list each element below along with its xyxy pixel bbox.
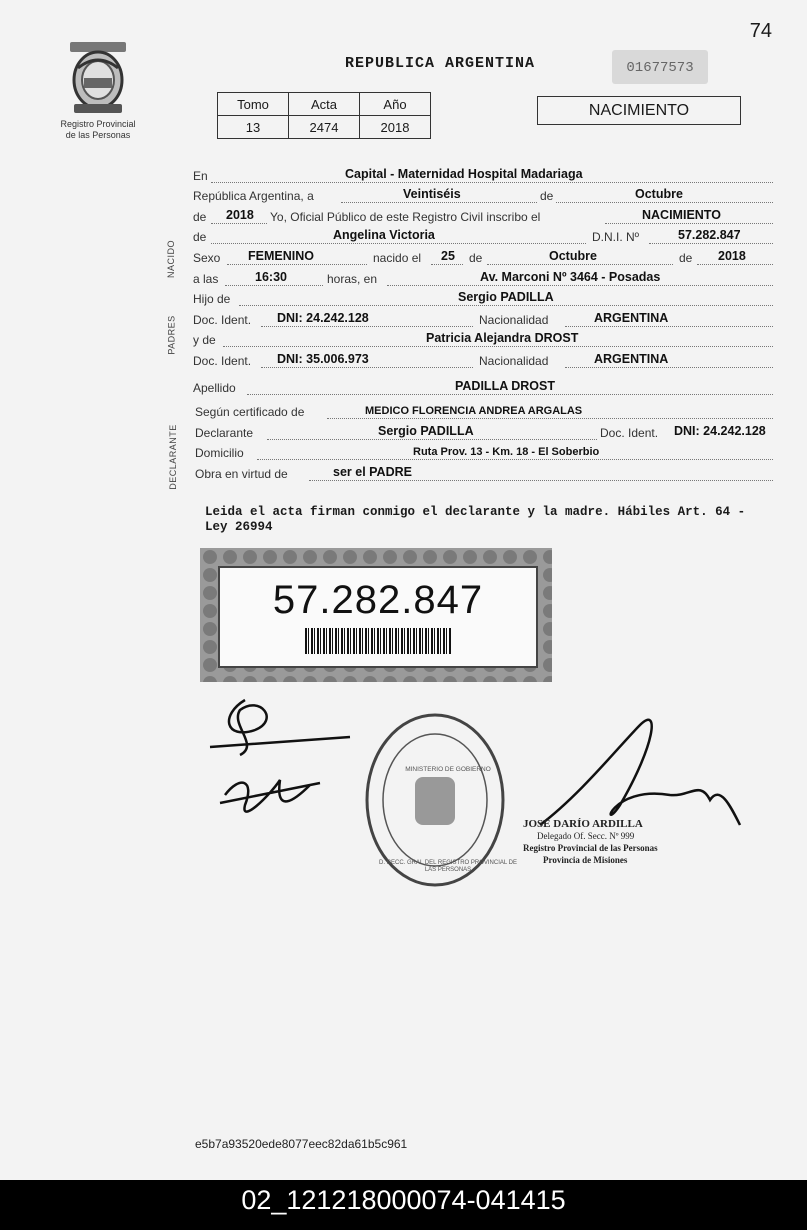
republica-label: República Argentina, a — [193, 189, 314, 204]
declarant-signature-icon — [210, 700, 350, 755]
dni-sticker — [200, 548, 552, 682]
sexo-value: FEMENINO — [248, 248, 314, 263]
sexo-label: Sexo — [193, 250, 221, 265]
surname-value: PADILLA DROST — [455, 378, 555, 393]
row-inscribo — [193, 206, 778, 227]
docid-label: Doc. Ident. — [193, 353, 252, 368]
mother-signature-icon — [220, 780, 320, 812]
barcode-icon — [305, 628, 451, 654]
inscribo-label: Yo, Oficial Público de este Registro Civil inscribo el — [270, 209, 541, 224]
father-doc-value: DNI: 24.242.128 — [277, 310, 369, 325]
tomo-value: 13 — [218, 116, 289, 139]
birth-place-value: Av. Marconi Nº 3464 - Posadas — [480, 269, 661, 284]
en-label: En — [193, 168, 208, 183]
row-domicilio — [193, 443, 778, 464]
document-hash: e5b7a93520ede8077eec82da61b5c961 — [195, 1137, 408, 1151]
birth-month-value: Octubre — [549, 248, 597, 263]
tomo-header: Tomo — [218, 93, 289, 116]
registro-line-1: Registro Provincial — [60, 119, 136, 129]
anio-header: Año — [360, 93, 431, 116]
de-label: de — [540, 189, 554, 204]
obra-value: ser el PADRE — [333, 464, 412, 479]
row-sexo — [193, 247, 778, 268]
father-name-value: Sergio PADILLA — [458, 290, 554, 305]
row-padre-doc — [193, 309, 778, 330]
official-name: JOSÉ DARÍO ARDILLA — [523, 818, 643, 830]
hijo-label: Hijo de — [193, 292, 231, 307]
de2-label: de — [193, 209, 207, 224]
official-stamp-text — [523, 818, 723, 866]
place-value: Capital - Maternidad Hospital Madariaga — [345, 166, 583, 181]
horas-label: horas, en — [327, 271, 378, 286]
nacionalidad-label: Nacionalidad — [479, 312, 549, 327]
official-line-4: Provincia de Misiones — [543, 855, 628, 865]
de4-label: de — [469, 250, 483, 265]
de5-label: de — [679, 250, 693, 265]
row-hora — [193, 268, 778, 289]
yde-label: y de — [193, 333, 216, 348]
side-label-declarante: DECLARANTE — [167, 424, 178, 490]
certificado-value: MEDICO FLORENCIA ANDREA ARGALAS — [365, 405, 583, 418]
tomo-value-row — [218, 116, 431, 139]
row-declarante — [193, 422, 778, 443]
declarante-label: Declarante — [195, 425, 254, 440]
stamp-ring-text: D. RECC. GRAL DEL REGISTRO PROVINCIAL DE LAS PERSONAS — [378, 860, 518, 873]
row-madre — [193, 330, 778, 351]
mother-nationality-value: ARGENTINA — [594, 351, 669, 366]
acta-header: Acta — [289, 93, 360, 116]
side-label-nacido: NACIDO — [166, 239, 177, 279]
dni-label: D.N.I. Nº — [592, 230, 640, 245]
domicilio-value: Ruta Prov. 13 - Km. 18 - El Soberbio — [413, 446, 600, 459]
serial-number: 01677573 — [612, 50, 708, 84]
year-value: 2018 — [226, 207, 254, 222]
row-republica — [193, 186, 778, 207]
decl-doc-value: DNI: 24.242.128 — [674, 423, 766, 438]
official-line-2: Delegado Of. Secc. Nº 999 — [537, 831, 635, 841]
page-number: 74 — [749, 20, 772, 42]
docid-label: Doc. Ident. — [193, 312, 252, 327]
inscribo-value: NACIMIENTO — [642, 207, 721, 222]
certificate-form — [193, 165, 778, 484]
certificado-label: Según certificado de — [195, 405, 305, 420]
alas-label: a las — [193, 271, 219, 286]
declarante-value: Sergio PADILLA — [378, 423, 474, 438]
tomo-acta-table — [217, 92, 431, 139]
document-title: REPUBLICA ARGENTINA — [345, 55, 536, 72]
birth-year-value: 2018 — [718, 248, 746, 263]
de3-label: de — [193, 230, 207, 245]
registro-provincial-caption — [38, 119, 158, 141]
domicilio-label: Domicilio — [195, 446, 244, 461]
nacido-label: nacido el — [373, 250, 422, 265]
child-name-value: Angelina Victoria — [333, 228, 435, 243]
month-value: Octubre — [635, 187, 683, 202]
dni-value: 57.282.847 — [678, 228, 741, 243]
misiones-coat-of-arms-icon — [64, 38, 132, 116]
side-label-padres: PADRES — [166, 315, 177, 355]
act-type-box: NACIMIENTO — [537, 96, 741, 125]
row-padre — [193, 289, 778, 310]
closing-statement: Leida el acta firman conmigo el declarante y la madre. Hábiles Art. 64 - Ley 26994 — [205, 505, 746, 534]
apellido-label: Apellido — [193, 380, 236, 395]
anio-value: 2018 — [360, 116, 431, 139]
row-nombre — [193, 227, 778, 248]
father-nationality-value: ARGENTINA — [594, 310, 669, 325]
decl-doc-label: Doc. Ident. — [600, 425, 659, 440]
birth-day-value: 25 — [441, 248, 455, 263]
row-madre-doc — [193, 350, 778, 371]
day-value: Veintiséis — [403, 187, 461, 202]
tomo-header-row — [218, 93, 431, 116]
footer-id-bar: 02_121218000074-041415 — [0, 1180, 807, 1230]
sticker-inner — [218, 566, 538, 668]
official-signature-icon — [540, 720, 740, 825]
mother-doc-value: DNI: 35.006.973 — [277, 351, 369, 366]
obra-label: Obra en virtud de — [195, 466, 288, 481]
row-en — [193, 165, 778, 186]
stamp-inner-text: MINISTERIO DE GOBIERNO — [405, 766, 491, 773]
row-obra — [193, 463, 778, 484]
official-line-3: Registro Provincial de las Personas — [523, 843, 658, 853]
dni-sticker-number: 57.282.847 — [272, 578, 484, 622]
row-certificado — [193, 402, 778, 423]
acta-value: 2474 — [289, 116, 360, 139]
mother-name-value: Patricia Alejandra DROST — [426, 331, 579, 346]
registro-line-2: de las Personas — [65, 130, 131, 140]
hora-value: 16:30 — [255, 269, 287, 284]
nacionalidad-label: Nacionalidad — [479, 353, 549, 368]
row-apellido — [193, 377, 778, 398]
